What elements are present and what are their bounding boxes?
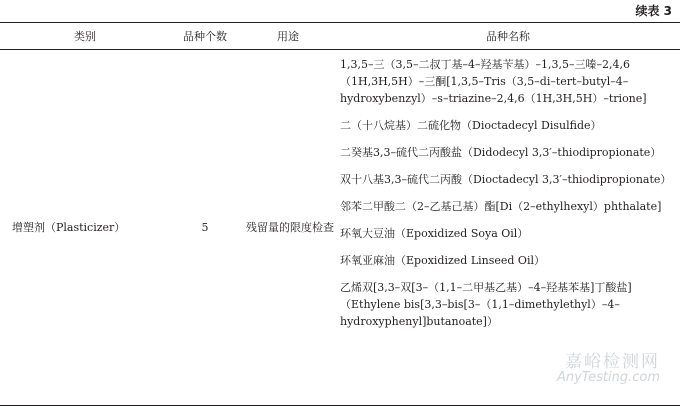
header-row (0, 23, 680, 50)
product-name: 双十八基3,3–硫代二丙酸（Dioctadecyl 3,3′–thiodipropionate） (340, 173, 672, 186)
product-name: 环氧亚麻油（Epoxidized Linseed Oil） (340, 254, 545, 267)
product-name: 乙烯双[3,3–双[3–（1,1–二甲基乙基）–4–羟基苯基]丁酸盐]（Ethylene bis[3,3–bis[3–（1,1–dimethylethyl）–4–hydroxyphenyl]butanoate]） (340, 281, 632, 328)
product-name: 1,3,5–三（3,5–二叔丁基–4–羟基苄基）–1,3,5–三嗪–2,4,6（1H,3H,5H）–三酮[1,3,5–Tris（3,5–di–tert–butyl–4–hydroxybenzyl）–s–triazine–2,4,6（1H,3H,5H）–trione] (340, 58, 647, 105)
table-caption: 续表 3 (635, 4, 672, 18)
product-name: 二（十八烷基）二硫化物（Dioctadecyl Disulfide） (340, 119, 602, 132)
watermark-line1: 嘉峪检测网 (565, 352, 660, 372)
header-names: 品种名称 (486, 29, 530, 43)
watermark-line2: AnyTesting.com (556, 370, 660, 385)
product-name: 邻苯二甲酸二（2–乙基己基）酯[Di（2–ethylhexyl）phthalate] (340, 200, 662, 213)
count-cell: 5 (201, 221, 209, 234)
header-purpose: 用途 (277, 29, 299, 43)
product-name: 环氧大豆油（Epoxidized Soya Oil） (340, 227, 529, 240)
category-cell: 增塑剂（Plasticizer） (12, 221, 126, 234)
product-name: 二癸基3,3–硫代二丙酸盐（Didodecyl 3,3′–thiodipropionate） (340, 146, 662, 159)
header-category: 类别 (74, 29, 96, 43)
header-count: 品种个数 (183, 29, 227, 43)
watermark (557, 354, 660, 386)
product-table (0, 22, 680, 406)
purpose-cell: 残留量的限度检查 (246, 221, 334, 234)
